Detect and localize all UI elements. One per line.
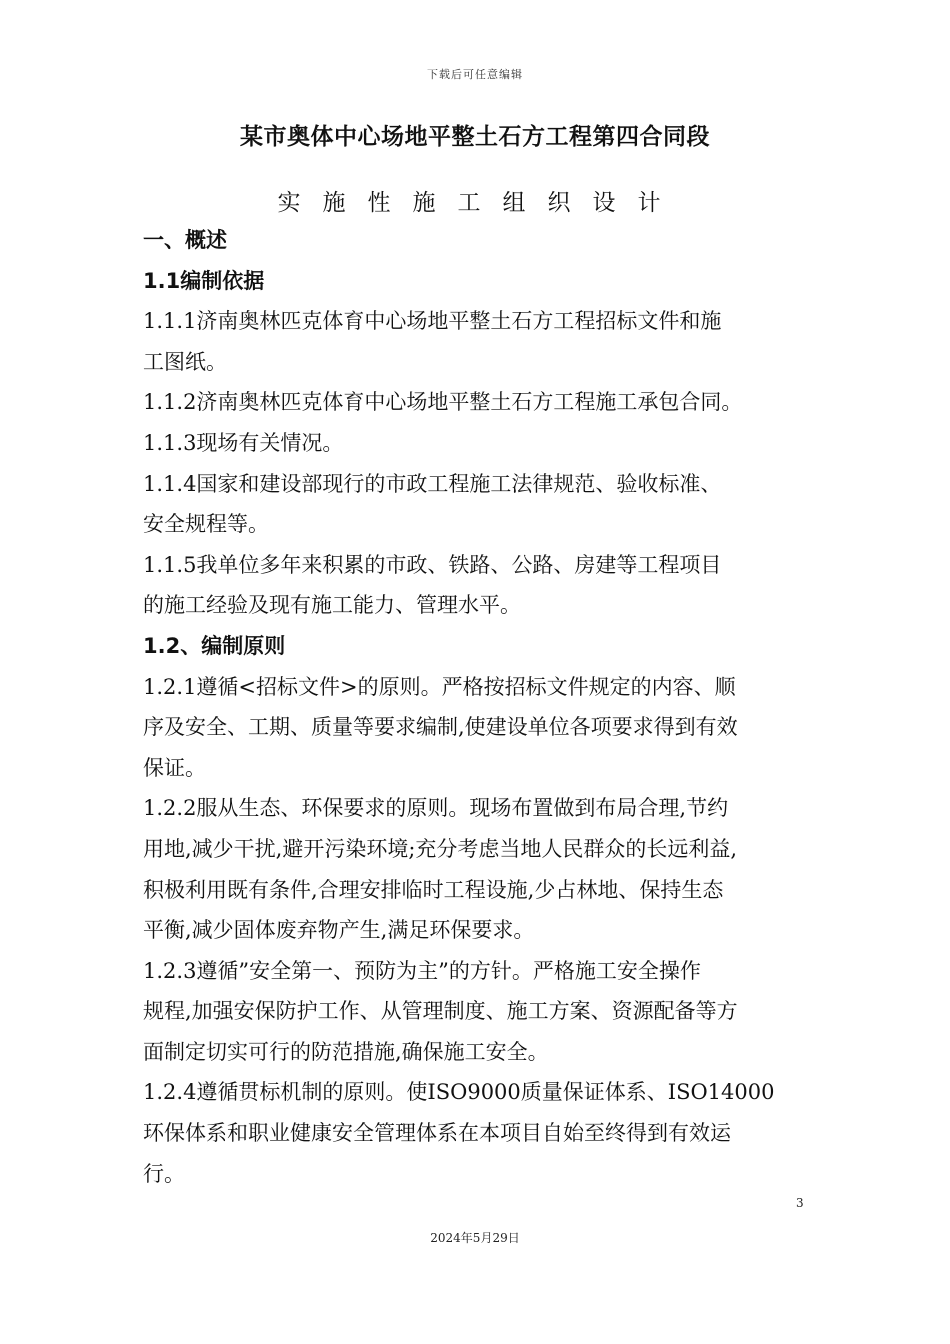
page-number: 3 [796,1196,804,1210]
section-heading: 1.2、编制原则 [143,633,286,658]
body-line: 1.2.1遵循<招标文件>的原则。严格按招标文件规定的内容、顺 [143,674,736,699]
body-line: 行。 [143,1161,185,1186]
body-line: 面制定切实可行的防范措施,确保施工安全。 [143,1039,549,1064]
document-body [143,220,815,1194]
body-line: 1.1.3现场有关情况。 [143,430,344,455]
section-heading: 1.1编制依据 [143,268,265,293]
body-line: 1.2.3遵循”安全第一、预防为主”的方针。严格施工安全操作 [143,958,701,983]
body-line: 用地,减少干扰,避开污染环境;充分考虑当地人民群众的长远利益, [143,836,738,861]
body-line: 1.1.4国家和建设部现行的市政工程施工法律规范、验收标准、 [143,471,722,496]
body-line: 平衡,减少固体废弃物产生,满足环保要求。 [143,918,535,943]
body-line: 1.2.2服从生态、环保要求的原则。现场布置做到布局合理,节约 [143,796,729,821]
body-line: 积极利用既有条件,合理安排临时工程设施,少占林地、保持生态 [143,877,724,902]
body-line: 1.1.1济南奥林匹克体育中心场地平整土石方工程招标文件和施 [143,309,722,334]
body-line: 工图纸。 [143,349,227,374]
body-line: 规程,加强安保防护工作、从管理制度、施工方案、资源配备等方 [143,999,738,1024]
body-line: 保证。 [143,755,206,780]
body-line: 序及安全、工期、质量等要求编制,使建设单位各项要求得到有效 [143,715,738,740]
footer-date: 2024年5月29日 [430,1231,520,1245]
body-line: 安全规程等。 [143,512,269,537]
document-title: 某市奥体中心场地平整土石方工程第四合同段 [240,124,710,150]
document-subtitle: 实施性施工组织设计 [277,190,683,216]
header-note: 下载后可任意编辑 [427,68,523,81]
body-line: 1.2.4遵循贯标机制的原则。使ISO9000质量保证体系、ISO14000 [143,1080,775,1105]
body-line: 1.1.2济南奥林匹克体育中心场地平整土石方工程施工承包合同。 [143,390,743,415]
body-line: 环保体系和职业健康安全管理体系在本项目自始至终得到有效运 [143,1121,731,1146]
section-heading: 一、概述 [143,228,227,252]
body-line: 的施工经验及现有施工能力、管理水平。 [143,593,521,618]
body-line: 1.1.5我单位多年来积累的市政、铁路、公路、房建等工程项目 [143,552,722,577]
